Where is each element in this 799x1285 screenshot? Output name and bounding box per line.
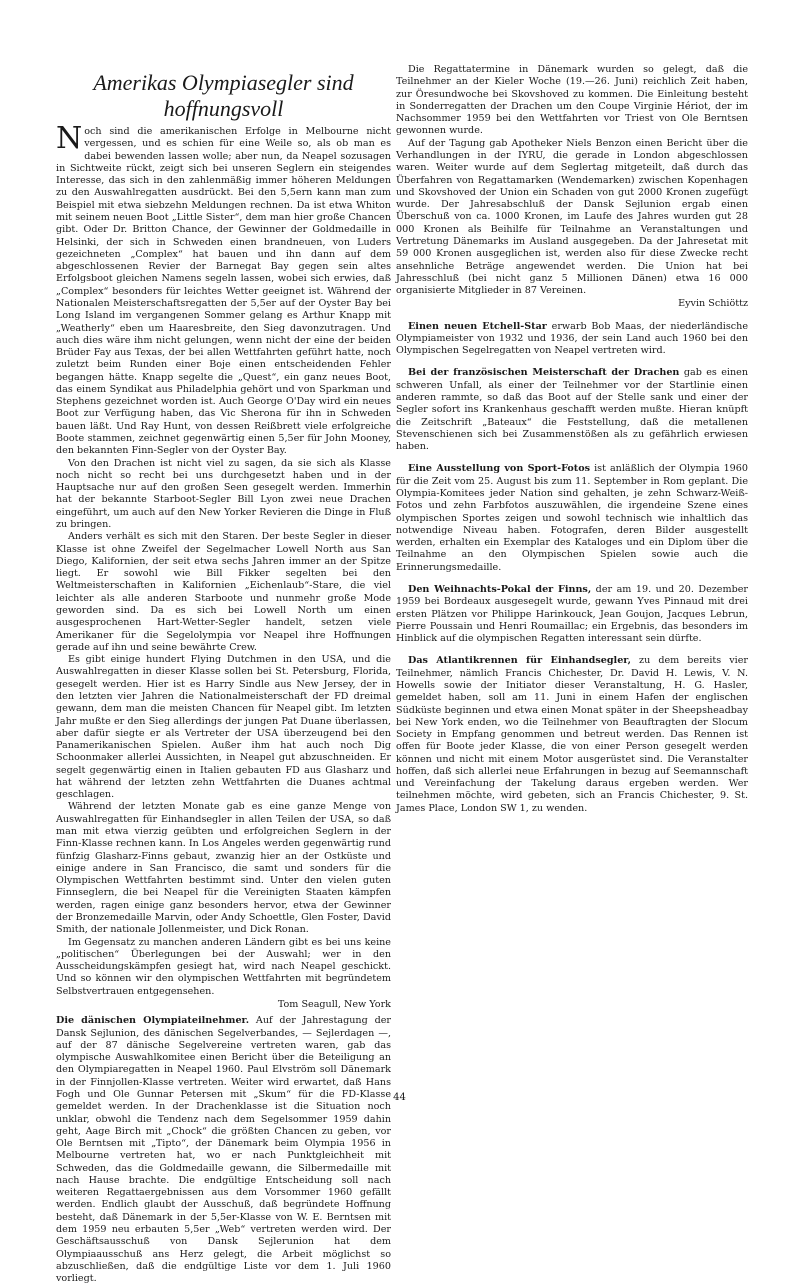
article-paragraph: Anders verhält es sich mit den Staren. Der beste Segler in dieser Klasse ist ohne Zweifel der Segelmacher Lowell North aus San Diego, Kalifornien, der seit etwa sechs Jahren immer an der Spitze liegt. Er sowohl wie Bill Fikker segelten bei den Weltmeisterschaften in Kalifornien „Eichenlaub“-Stare, die viel leichter als alle anderen Starboote und nunmehr große Mode geworden sind. Da es sich bei Lowell North um einen ausgesprochenen Hart-Wetter-Segler handelt, setzen viele Amerikaner für die Segelolympia vor Neapel ihre Hoffnungen gerade auf ihn und seine bewährte Crew. — [56, 531, 391, 653]
dropcap: N — [56, 121, 83, 156]
news-item-christmas-cup: Den Weihnachts-Pokal der Finns, der am 19. und 20. Dezember 1959 bei Bordeaux ausgesegelt wurde, gewann Yves Pinnaud mit drei ersten Plätzen vor Philippe Harinkouck, Jean Goujon, Jacques Lebrun, Pierre Poussain und Henri Roumaillac; ein Ergebnis, das besonders im Hinblick auf die olympischen Regatten interessant sein dürfte. — [396, 583, 748, 645]
news-item-etchell: Einen neuen Etchell-Star erwarb Bob Maas, der niederländische Olympiameister von 1932 und 1936, der sein Land auch 1960 bei den Olympischen Segelregatten von Neapel vertreten wird. — [396, 320, 749, 357]
news-item-french-dragon: Bei der französischen Meisterschaft der Drachen gab es einen schweren Unfall, als einer der Teilnehmer vor der Startlinie einen anderen rammte, so daß das Boot auf der Stelle sank und einer der Segler sofort ins Krankenhaus geschafft werden mußte. Hieran knüpft die Zeitschrift „Bateaux“ die Feststellung, daß die metallenen Stevenschienen sich bei Zusammenstößen als zu gefährlich erwiesen haben. — [396, 367, 748, 453]
article-paragraph: Von den Drachen ist nicht viel zu sagen, da sie sich als Klasse noch nicht so recht bei uns durchgesetzt haben und in der Hauptsache nur auf den großen Seen gesegelt werden. Immerhin hat der bekannte Starboot-Segler Bill Lyon zwei neue Drachen eingeführt, um auch auf den New Yorker Revieren die Dinge in Fluß zu bringen. — [56, 457, 391, 530]
article-paragraph: Im Gegensatz zu manchen anderen Ländern gibt es bei uns keine „politischen“ Überlegungen bei der Auswahl; wer in den Ausscheidungskämpfen gesiegt hat, wird nach Neapel geschickt. Und so können wir den olympischen Wettfahrten mit begründetem Selbstvertrauen entgegensehen. — [56, 936, 391, 997]
news-item-photo-exhibition: Eine Ausstellung von Sport-Fotos ist anläßlich der Olympia 1960 für die Zeit vom 25. August bis zum 11. September in Rom geplant. Die Olympia-Komitees jeder Nation sind gehalten, je zehn Schwarz-Weiß-Fotos und zehn Farbfotos auszuwählen, die irgendeine Szene eines olympischen Sportes zeigen und sowohl technisch wie inhaltlich das notwendige Niveau haben. Fotografen, deren Bilder ausgestellt werden, erhalten ein Exemplar des Kataloges und ein Diplom über die Teilnahme an den Olympischen Spielen sowie auch die Erinnerungsmedaille. — [396, 463, 748, 573]
headline-line-1: Amerikas Olympiasegler sind — [93, 70, 354, 95]
news-title: Einen neuen Etchell-Star — [408, 320, 547, 332]
news-paragraph: Die Regattatermine in Dänemark wurden so gelegt, daß die Teilnehmer an der Kieler Woche (19.—26. Juni) reichlich Zeit haben, zur Öresundwoche bei Skovshoved zu kommen. Die Einleitung besteht in Sonderregatten der Drachen um den Coupe Virginie Hériot, der im Nachsommer 1959 bei den Wettfahrten vor Triest von Ole Berntsen gewonnen wurde. — [396, 64, 748, 137]
article-signature: Tom Seagull, New York — [277, 998, 391, 1010]
headline-line-2: hoffnungsvoll — [163, 96, 284, 121]
news-signature: Eyvin Schiöttz — [678, 298, 748, 310]
news-title: Bei der französischen Meisterschaft der Drachen — [408, 367, 680, 379]
news-title: Den Weihnachts-Pokal der Finns, — [408, 583, 592, 595]
article-paragraph: Während der letzten Monate gab es eine ganze Menge von Auswahlregatten für Einhandsegler in allen Teilen der USA, so daß man mit etwa vierzig geübten und erfolgreichen Seglern in der Finn-Klasse rechnen kann. In Los Angeles werden gegenwärtig rund fünfzig Glasharz-Finns gebaut, zwanzig hier an der Ostküste und einige andere in San Francisco, die samt und sonders für die Olympischen Wettfahrten bestimmt sind. Unter den vielen guten Finnseglern, die bei Neapel für die Vereinigten Staaten kämpfen werden, ragen einige ganz besonders hervor, etwa der Gewinner der Bronzemedaille Marvin, oder Andy Schoettle, Glen Foster, David Smith, der nationale Jollenmeister, und Dick Ronan. — [56, 801, 391, 936]
page-number: 44 — [393, 1092, 406, 1103]
left-column — [56, 121, 391, 1285]
news-title: Die dänischen Olympiateilnehmer. — [56, 1015, 250, 1027]
news-paragraph: Auf der Tagung gab Apotheker Niels Benzon einen Bericht über die Verhandlungen in der IYRU, die gerade in London abgeschlossen waren. Weiter wurde auf dem Seglertag mitgeteilt, daß durch das Überfahren von Regattamarken (Wendemarken) zwischen Kopenhagen und Skovshoved der Union ein Schaden von gut 2000 Kronen zugefügt wurde. Der Jahresabschluß der Dansk Sejlunion ergab einen Überschuß von ca. 1000 Kronen, im Laufe des Jahres wurden gut 28 000 Kronen als Beihilfe für Teilnahme an Veranstaltungen und Vertretung Dänemarks im Ausland ausgegeben. Da der Jahresetat mit 59 000 Kronen ausgeglichen ist, werden also für diese Zwecke recht ansehnliche Beträge angewendet werden. Die Union hat bei Jahresschluß (bei nicht ganz 5 Millionen Dänen) etwa 16 000 organisierte Mitglieder in 87 Vereinen. — [396, 137, 748, 297]
news-item-atlantic-race: Das Atlantikrennen für Einhandsegler, zu dem bereits vier Teilnehmer, nämlich Francis Chichester, Dr. David H. Lewis, V. N. Howells sowie der Initiator dieser Veranstaltung, H. G. Hasler, gemeldet haben, soll am 11. Juni in einem Hafen der englischen Südküste beginnen und etwa einen Monat später in der Sheepsheadbay bei New York enden, wo die Teilnehmer von Beauftragten der Slocum Society in Empfang genommen und betreut werden. Das Rennen ist offen für Boote jeder Klasse, die von einer Person gesegelt werden können und nicht mit einem Motor ausgerüstet sind. Die Veranstalter hoffen, daß sich allerlei neue Erfahrungen in bezug auf Seemannschaft und Vereinfachung der Takelung daraus ergeben werden. Wer teilnehmen möchte, wird gebeten, sich an Francis Chichester, 9. St. James Place, London SW 1, zu wenden. — [396, 655, 748, 814]
right-column — [396, 64, 748, 815]
article-paragraph: Noch sind die amerikanischen Erfolge in Melbourne nicht vergessen, und es schien für eine Weile so, als ob man es dabei bewenden lassen wolle; aber nun, da Neapel sozusagen in Sichtweite rückt, zeigt sich bei unseren Seglern ein steigendes Interesse, das sich in den zahlenmäßig immer höheren Meldungen zu den Auswahlregatten ausdrückt. Bei den 5,5ern kann man zum Beispiel mit etwa siebzehn Meldungen rechnen. Da ist etwa Whiton mit seinem neuen Boot „Little Sister“, dem man hier große Chancen gibt. Oder Dr. Britton Chance, der Gewinner der Goldmedaille in Helsinki, der sich in Schweden einen brandneuen, von Luders gezeichneten „Complex“ hat bauen und ihn dann auf dem abgeschlossenen Revier der Barnegat Bay gegen sein altes Erfolgsboot gleichen Namens segeln lassen, wobei sich erwies, daß „Complex“ besonders für leichtes Wetter geeignet ist. Während der Nationalen Meisterschaftsregatten der 5,5er auf der Oyster Bay bei Long Island im vergangenen Sommer gelang es Arthur Knapp mit „Weatherly“ eben um Haaresbreite, den Sieg davonzutragen. Und auch dies wäre ihm nicht gelungen, wenn nicht der eine der beiden Brüder Fay aus Texas, der bei allen Wettfahrten geführt hatte, noch zuletzt beim Runden einer Boje einen entscheidenden Fehler begangen hätte. Knapp segelte die „Quest“, ein ganz neues Boot, das einem Syndikat aus Philadelphia gehört und von Sparkman und Stephens gezeichnet worden ist. Auch George O'Day wird ein neues Boot zur Verfügung haben, das Vic Sherona für ihn in Schweden bauen läßt. Und Ray Hunt, von dessen Reißbrett viele erfolgreiche Boote stammen, zeichnet gegenwärtig einen 5,5er für John Mooney, den bekannten Finn-Segler von der Oyster Bay. — [56, 121, 391, 457]
article-paragraph: Es gibt einige hundert Flying Dutchmen in den USA, und die Auswahlregatten in dieser Klasse sollen bei St. Petersburg, Florida, gesegelt werden. Hier ist es Harry Sindle aus New Jersey, der in den letzten vier Jahren die Nationalmeisterschaft der FD dreimal gewann, dem man die meisten Chancen für Neapel gibt. Im letzten Jahr mußte er den Sieg allerdings der jungen Pat Duane überlassen, aber dafür siegte er als Vertreter der USA überzeugend bei den Panamerikanischen Spielen. Außer ihm hat auch noch Dig Schoonmaker allerlei Aussichten, in Neapel gut abzuschneiden. Er segelt gegenwärtig einen in Italien gebauten FD aus Glasharz und hat während der letzten zehn Wettfahrten die Duanes achtmal geschlagen. — [56, 654, 391, 801]
news-title: Eine Ausstellung von Sport-Fotos — [408, 463, 591, 475]
news-title: Das Atlantikrennen für Einhandsegler, — [408, 655, 631, 667]
news-item-danish: Die dänischen Olympiateilnehmer. Auf der Jahrestagung der Dansk Sejlunion, des dänischen Segelverbandes, — Sejlerdagen —, auf der 87 dänische Segelvereine vertreten waren, gab das olympische Auswahlkomitee einen Bericht über die Beteiligung an den Olympiaregatten in Neapel 1960. Paul Elvström soll Dänemark in der Finnjollen-Klasse vertreten. Weiter wird erwartet, daß Hans Fogh und Ole Gunnar Petersen mit „Skum“ für die FD-Klasse gemeldet werden. In der Drachenklasse ist die Situation noch unklar, obwohl die Tendenz nach dem Segelsommer 1959 dahin geht, Aage Birch mit „Chock“ die größten Chancen zu geben, vor Ole Berntsen mit „Tipto“, der Dänemark beim Olympia 1956 in Melbourne vertreten hat, wo er nach Punktgleichheit mit Schweden, das die Goldmedaille gewann, die Silbermedaille mit nach Hause brachte. Die endgültige Entscheidung soll nach weiteren Regattaergebnissen aus dem Vorsommer 1960 gefällt werden. Endlich glaubt der Ausschuß, daß begründete Hoffnung besteht, daß Dänemark in der 5,5er-Klasse von W. E. Berntsen mit dem 1959 neu erbauten 5,5er „Web“ vertreten werden wird. Der Geschäftsausschuß von Dansk Sejlerunion hat dem Olympiaausschuß ans Herz gelegt, die Arbeit möglichst so abzuschließen, daß die endgültige Liste vor dem 1. Juli 1960 vorliegt. — [56, 1015, 391, 1285]
article-headline — [56, 70, 391, 122]
